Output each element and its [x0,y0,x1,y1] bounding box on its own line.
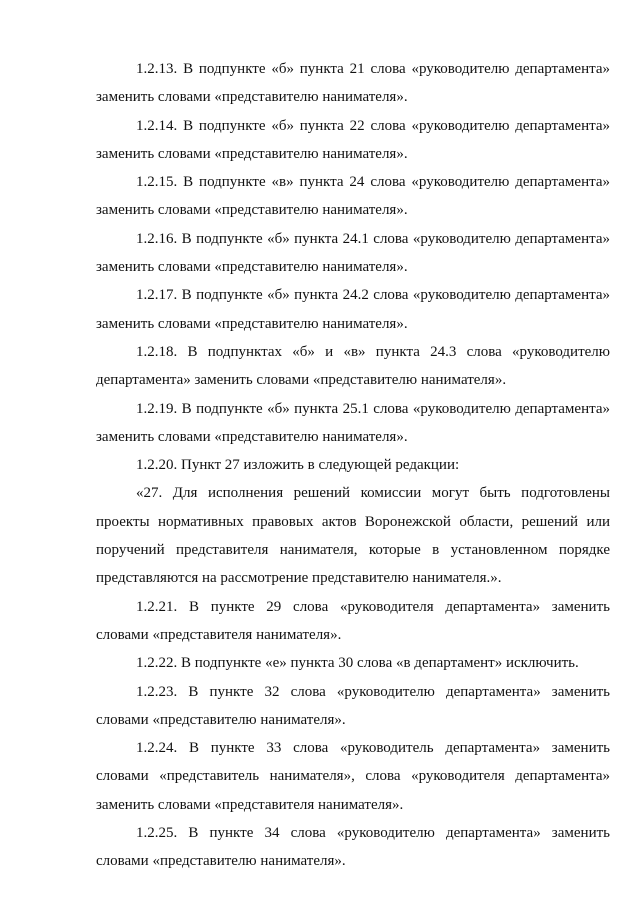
paragraph-1-2-23: 1.2.23. В пункте 32 слова «руководителю департамента» заменить словами «представителю нанимателя». [96,683,610,728]
paragraph-1-2-24: 1.2.24. В пункте 33 слова «руководитель департамента» заменить словами «представитель нанимателя», слова «руководителя департамента» заменить словами «представителя нанимателя». [96,740,610,813]
paragraph-1-2-17: 1.2.17. В подпункте «б» пункта 24.2 слова «руководителю департамента» заменить словами «представителю нанимателя». [96,287,610,332]
paragraph-1-2-21: 1.2.21. В пункте 29 слова «руководителя департамента» заменить словами «представителя нанимателя». [96,598,610,643]
paragraph-1-2-13: 1.2.13. В подпункте «б» пункта 21 слова «руководителю департамента» заменить словами «представителю нанимателя». [96,61,610,106]
paragraph-1-2-16: 1.2.16. В подпункте «б» пункта 24.1 слова «руководителю департамента» заменить словами «представителю нанимателя». [96,230,610,276]
paragraph-1-2-25: 1.2.25. В пункте 34 слова «руководителю департамента» заменить словами «представителю нанимателя». [96,825,610,870]
paragraph-1-2-22: 1.2.22. В подпункте «е» пункта 30 слова «в департамент» исключить. [136,655,579,672]
paragraph-1-2-15: 1.2.15. В подпункте «в» пункта 24 слова «руководителю департамента» заменить словами «представителю нанимателя». [96,174,610,219]
paragraph-1-2-20: 1.2.20. Пункт 27 изложить в следующей редакции: [136,457,460,474]
paragraph-1-2-19: 1.2.19. В подпункте «б» пункта 25.1 слова «руководителю департамента» заменить словами «представителю нанимателя». [96,400,610,445]
paragraph-1-2-18: 1.2.18. В подпунктах «б» и «в» пункта 24.3 слова «руководителю департамента» заменить словами «представителю нанимателя». [96,343,610,389]
paragraph-quoted-27: «27. Для исполнения решений комиссии могут быть подготовлены проекты нормативных правовых актов Воронежской области, решений или поручений представителя нанимателя, которые в установленном порядке представляются на рассмотрение представителю нанимателя.». [96,485,610,587]
paragraph-1-2-14: 1.2.14. В подпункте «б» пункта 22 слова «руководителю департамента» заменить словами «представителю нанимателя». [96,117,610,162]
